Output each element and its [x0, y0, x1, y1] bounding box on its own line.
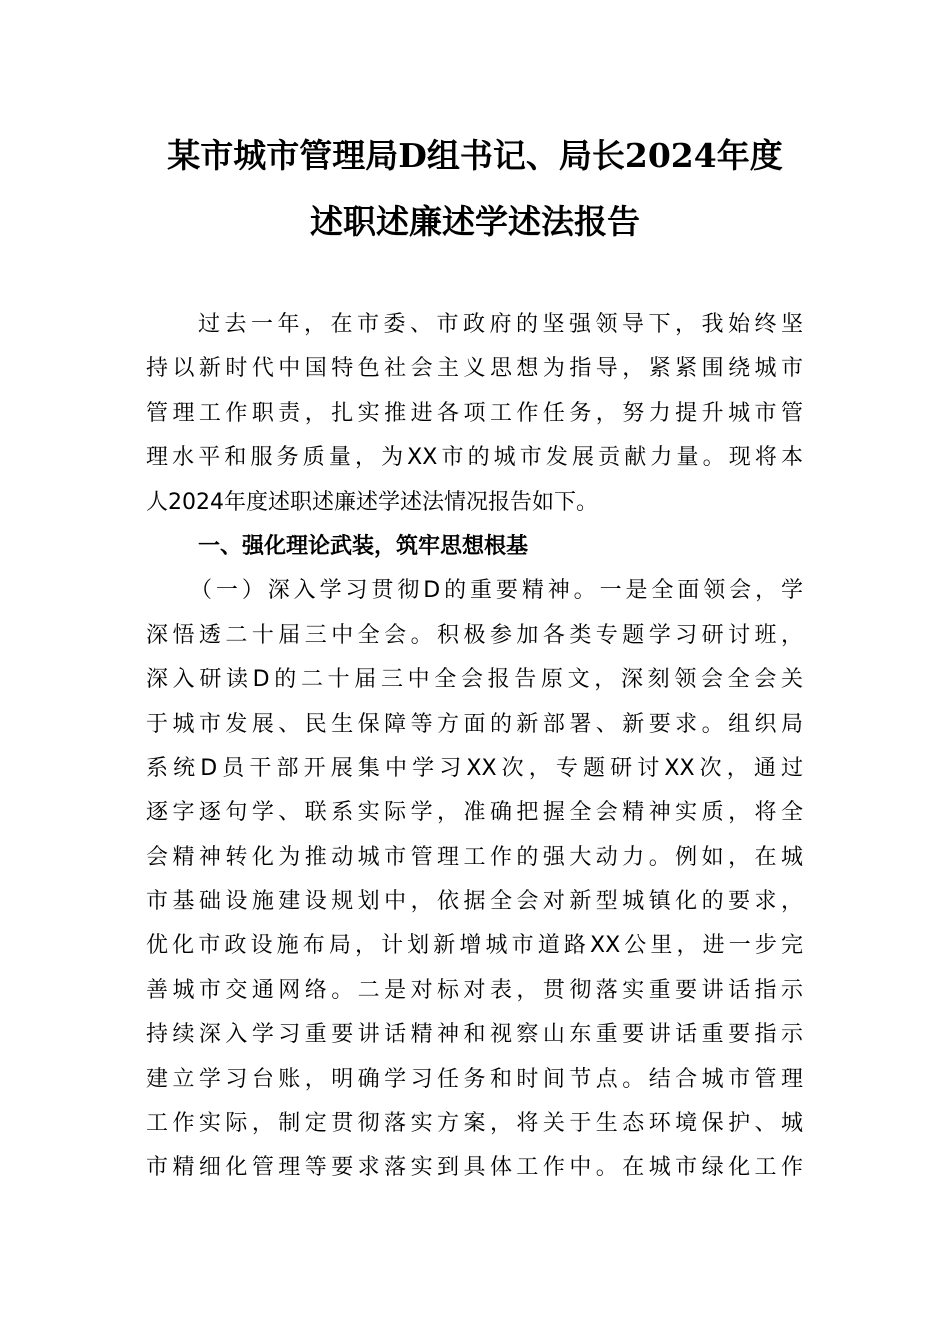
document-body: [146, 308, 803, 1196]
text-line: 管理工作职责，扎实推进各项工作任务，努力提升城市管: [146, 400, 803, 426]
text-line: 市基础设施建设规划中，依据全会对新型城镇化的要求，: [146, 889, 803, 915]
text-line: 优化市政设施布局，计划新增城市道路XX公里，进一步完: [146, 933, 803, 959]
text-line: 人2024年度述职述廉述学述法情况报告如下。: [146, 489, 598, 515]
text-line: 深入研读D的二十届三中全会报告原文，深刻领会全会关: [146, 667, 803, 693]
section-heading: 一、强化理论武装，筑牢思想根基: [198, 533, 529, 559]
text-line: 工作实际，制定贯彻落实方案，将关于生态环境保护、城: [146, 1111, 803, 1137]
text-line: 理水平和服务质量，为XX市的城市发展贡献力量。现将本: [146, 445, 803, 471]
text-line: 系统D员干部开展集中学习XX次，专题研讨XX次，通过: [146, 755, 803, 781]
text-line: 市精细化管理等要求落实到具体工作中。在城市绿化工作: [146, 1155, 803, 1181]
text-line: （一）深入学习贯彻D的重要精神。一是全面领会，学: [190, 578, 803, 604]
text-line: 于城市发展、民生保障等方面的新部署、新要求。组织局: [146, 711, 803, 737]
document-title-line-1: 某市城市管理局D组书记、局长2024年度: [167, 136, 783, 175]
text-line: 深悟透二十届三中全会。积极参加各类专题学习研讨班，: [146, 622, 803, 648]
text-line: 过去一年，在市委、市政府的坚强领导下，我始终坚: [198, 312, 803, 337]
text-line: 会精神转化为推动城市管理工作的强大动力。例如，在城: [146, 844, 803, 870]
text-line: 逐字逐句学、联系实际学，准确把握全会精神实质，将全: [146, 800, 803, 826]
text-line: 善城市交通网络。二是对标对表，贯彻落实重要讲话指示: [146, 977, 803, 1003]
document-title-line-2: 述职述廉述学述法报告: [310, 202, 640, 241]
text-line: 建立学习台账，明确学习任务和时间节点。结合城市管理: [146, 1066, 803, 1092]
text-line: 持以新时代中国特色社会主义思想为指导，紧紧围绕城市: [146, 356, 803, 382]
text-line: 持续深入学习重要讲话精神和视察山东重要讲话重要指示: [146, 1022, 803, 1048]
